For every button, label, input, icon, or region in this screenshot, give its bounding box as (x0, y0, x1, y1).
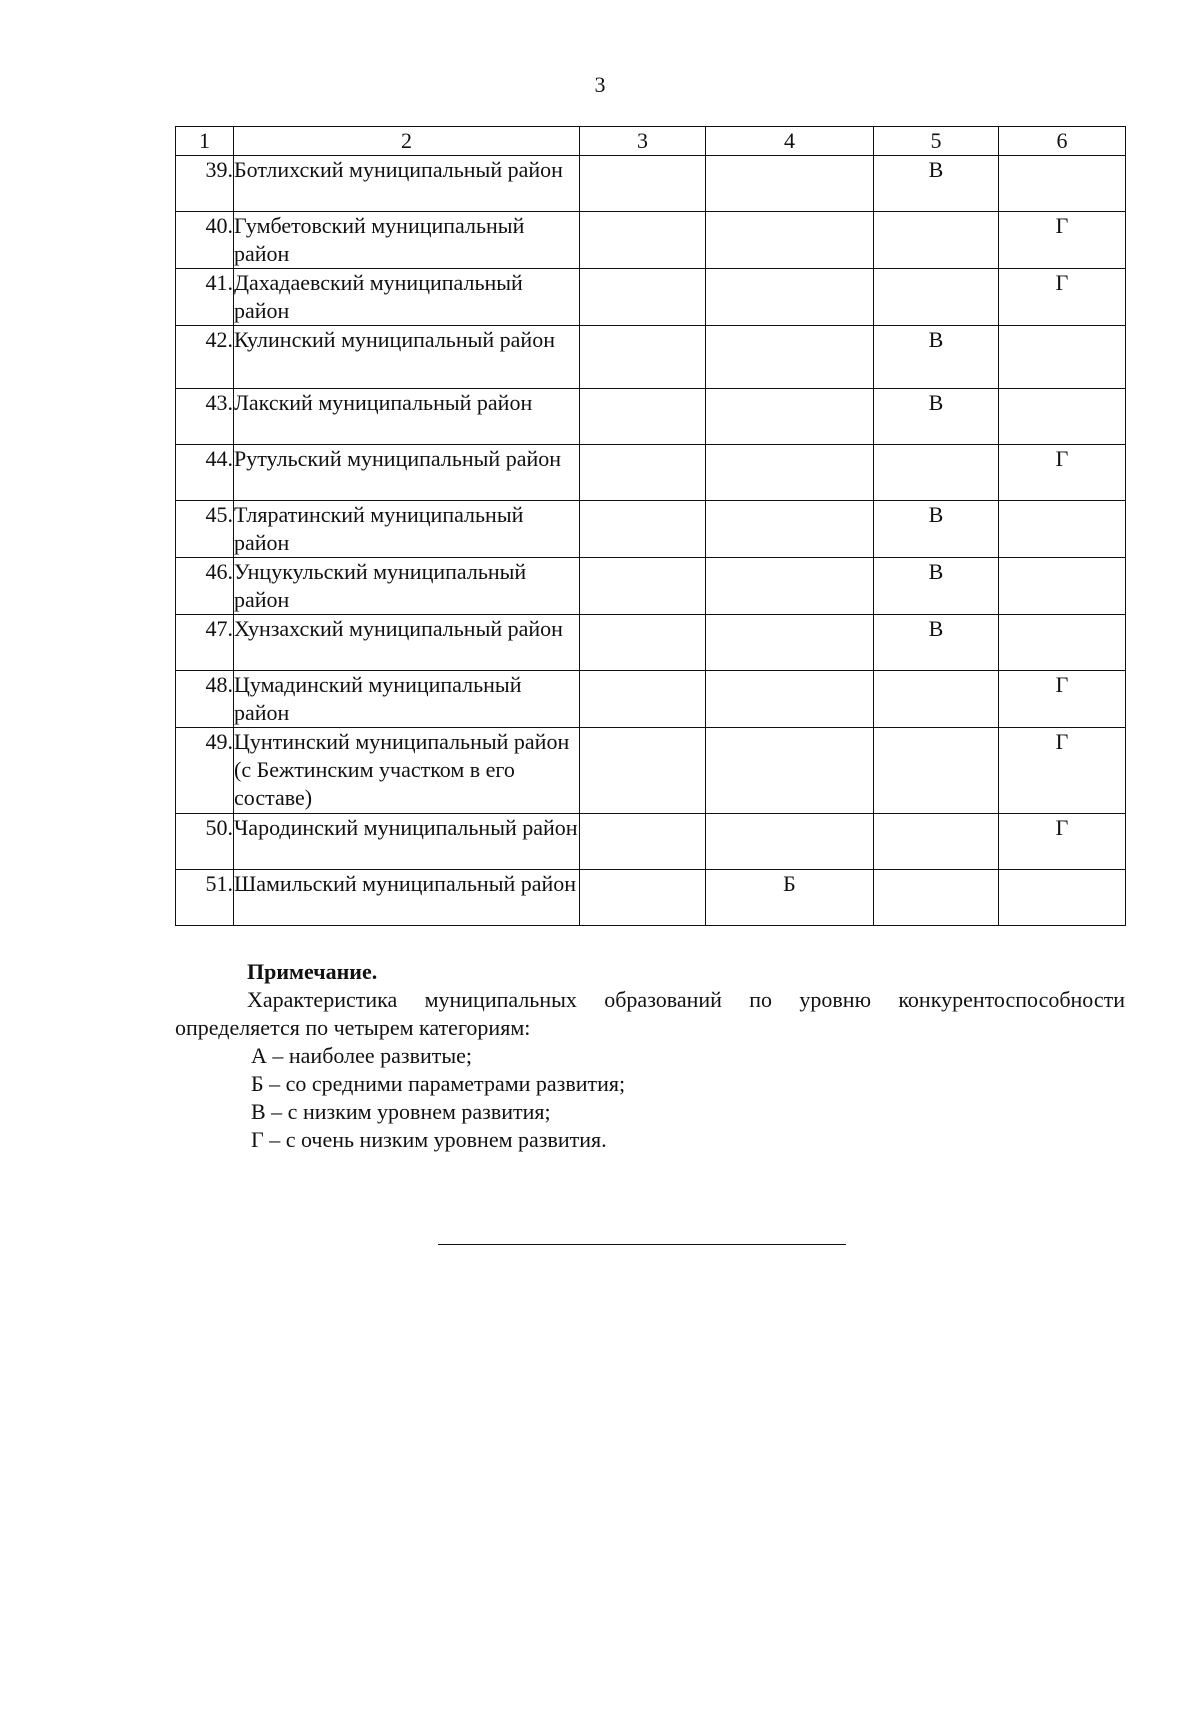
category-item: А – наиболее развитые; (251, 1043, 472, 1068)
category-cell-3 (580, 615, 706, 671)
column-header: 5 (874, 127, 999, 156)
category-cell-6: Г (999, 671, 1126, 728)
district-name: Гумбетовский муниципальный район (234, 212, 580, 269)
category-cell-5 (874, 814, 999, 870)
note-section (175, 958, 1125, 1154)
end-rule (438, 1244, 846, 1245)
category-cell-3 (580, 814, 706, 870)
table-row (176, 156, 1126, 212)
row-number: 39. (176, 156, 234, 212)
category-cell-5: В (874, 558, 999, 615)
category-cell-6 (999, 389, 1126, 445)
category-cell-4 (706, 728, 874, 814)
category-cell-4 (706, 156, 874, 212)
category-cell-5 (874, 870, 999, 926)
note-text: Характеристика муниципальных образований по уровню конкурентоспособности определяется по четырем категориям: (175, 987, 1125, 1040)
category-cell-3 (580, 501, 706, 558)
table-row (176, 671, 1126, 728)
category-cell-5: В (874, 156, 999, 212)
table-row (176, 389, 1126, 445)
district-name: Цунтинский муниципальный район (с Бежтинским участком в его составе) (234, 728, 580, 814)
category-cell-5 (874, 269, 999, 326)
row-number: 43. (176, 389, 234, 445)
category-cell-4: Б (706, 870, 874, 926)
row-number: 45. (176, 501, 234, 558)
category-cell-6 (999, 156, 1126, 212)
table-row (176, 212, 1126, 269)
category-cell-4 (706, 269, 874, 326)
table-row (176, 615, 1126, 671)
district-name: Рутульский муниципальный район (234, 445, 580, 501)
category-cell-6 (999, 558, 1126, 615)
category-cell-3 (580, 212, 706, 269)
category-cell-6: Г (999, 269, 1126, 326)
category-cell-6 (999, 870, 1126, 926)
row-number: 44. (176, 445, 234, 501)
category-cell-3 (580, 671, 706, 728)
category-cell-5: В (874, 615, 999, 671)
category-cell-5 (874, 212, 999, 269)
table-row (176, 326, 1126, 389)
row-number: 49. (176, 728, 234, 814)
category-cell-6: Г (999, 445, 1126, 501)
district-name: Унцукульский муниципальный район (234, 558, 580, 615)
category-cell-5: В (874, 326, 999, 389)
row-number: 46. (176, 558, 234, 615)
category-item: В – с низким уровнем развития; (251, 1099, 551, 1124)
table-row (176, 814, 1126, 870)
category-cell-4 (706, 501, 874, 558)
category-cell-3 (580, 728, 706, 814)
category-cell-5 (874, 445, 999, 501)
category-cell-4 (706, 558, 874, 615)
districts-table (175, 126, 1126, 926)
row-number: 41. (176, 269, 234, 326)
category-item: Б – со средними параметрами развития; (251, 1071, 626, 1096)
category-cell-4 (706, 389, 874, 445)
district-name: Шамильский муниципальный район (234, 870, 580, 926)
category-cell-3 (580, 269, 706, 326)
table-body (176, 156, 1126, 926)
row-number: 50. (176, 814, 234, 870)
category-cell-6 (999, 615, 1126, 671)
district-name: Дахадаевский муниципальный район (234, 269, 580, 326)
district-name: Цумадинский муниципальный район (234, 671, 580, 728)
category-cell-6 (999, 326, 1126, 389)
district-name: Лакский муниципальный район (234, 389, 580, 445)
category-cell-6: Г (999, 814, 1126, 870)
category-cell-3 (580, 870, 706, 926)
category-cell-5: В (874, 501, 999, 558)
category-cell-3 (580, 445, 706, 501)
category-cell-5 (874, 728, 999, 814)
column-header: 6 (999, 127, 1126, 156)
row-number: 48. (176, 671, 234, 728)
column-header: 2 (234, 127, 580, 156)
table-row (176, 269, 1126, 326)
district-name: Кулинский муниципальный район (234, 326, 580, 389)
table-row (176, 445, 1126, 501)
row-number: 51. (176, 870, 234, 926)
category-cell-4 (706, 615, 874, 671)
category-cell-4 (706, 814, 874, 870)
column-header: 1 (176, 127, 234, 156)
category-item: Г – с очень низким уровнем развития. (251, 1127, 607, 1152)
note-title: Примечание. (247, 959, 378, 984)
page-number: 3 (594, 72, 606, 97)
category-cell-6: Г (999, 212, 1126, 269)
category-cell-4 (706, 671, 874, 728)
row-number: 47. (176, 615, 234, 671)
category-cell-3 (580, 156, 706, 212)
category-cell-4 (706, 212, 874, 269)
table-header-row (176, 127, 1126, 156)
table-row (176, 558, 1126, 615)
category-cell-3 (580, 389, 706, 445)
column-header: 4 (706, 127, 874, 156)
district-name: Чародинский муниципальный район (234, 814, 580, 870)
category-cell-6 (999, 501, 1126, 558)
district-name: Ботлихский муниципальный район (234, 156, 580, 212)
table-row (176, 728, 1126, 814)
table-row (176, 501, 1126, 558)
district-name: Хунзахский муниципальный район (234, 615, 580, 671)
category-cell-5: В (874, 389, 999, 445)
category-cell-4 (706, 445, 874, 501)
row-number: 40. (176, 212, 234, 269)
district-name: Тляратинский муниципальный район (234, 501, 580, 558)
table-row (176, 870, 1126, 926)
category-cell-6: Г (999, 728, 1126, 814)
column-header: 3 (580, 127, 706, 156)
category-cell-5 (874, 671, 999, 728)
category-cell-3 (580, 326, 706, 389)
category-cell-4 (706, 326, 874, 389)
row-number: 42. (176, 326, 234, 389)
category-cell-3 (580, 558, 706, 615)
